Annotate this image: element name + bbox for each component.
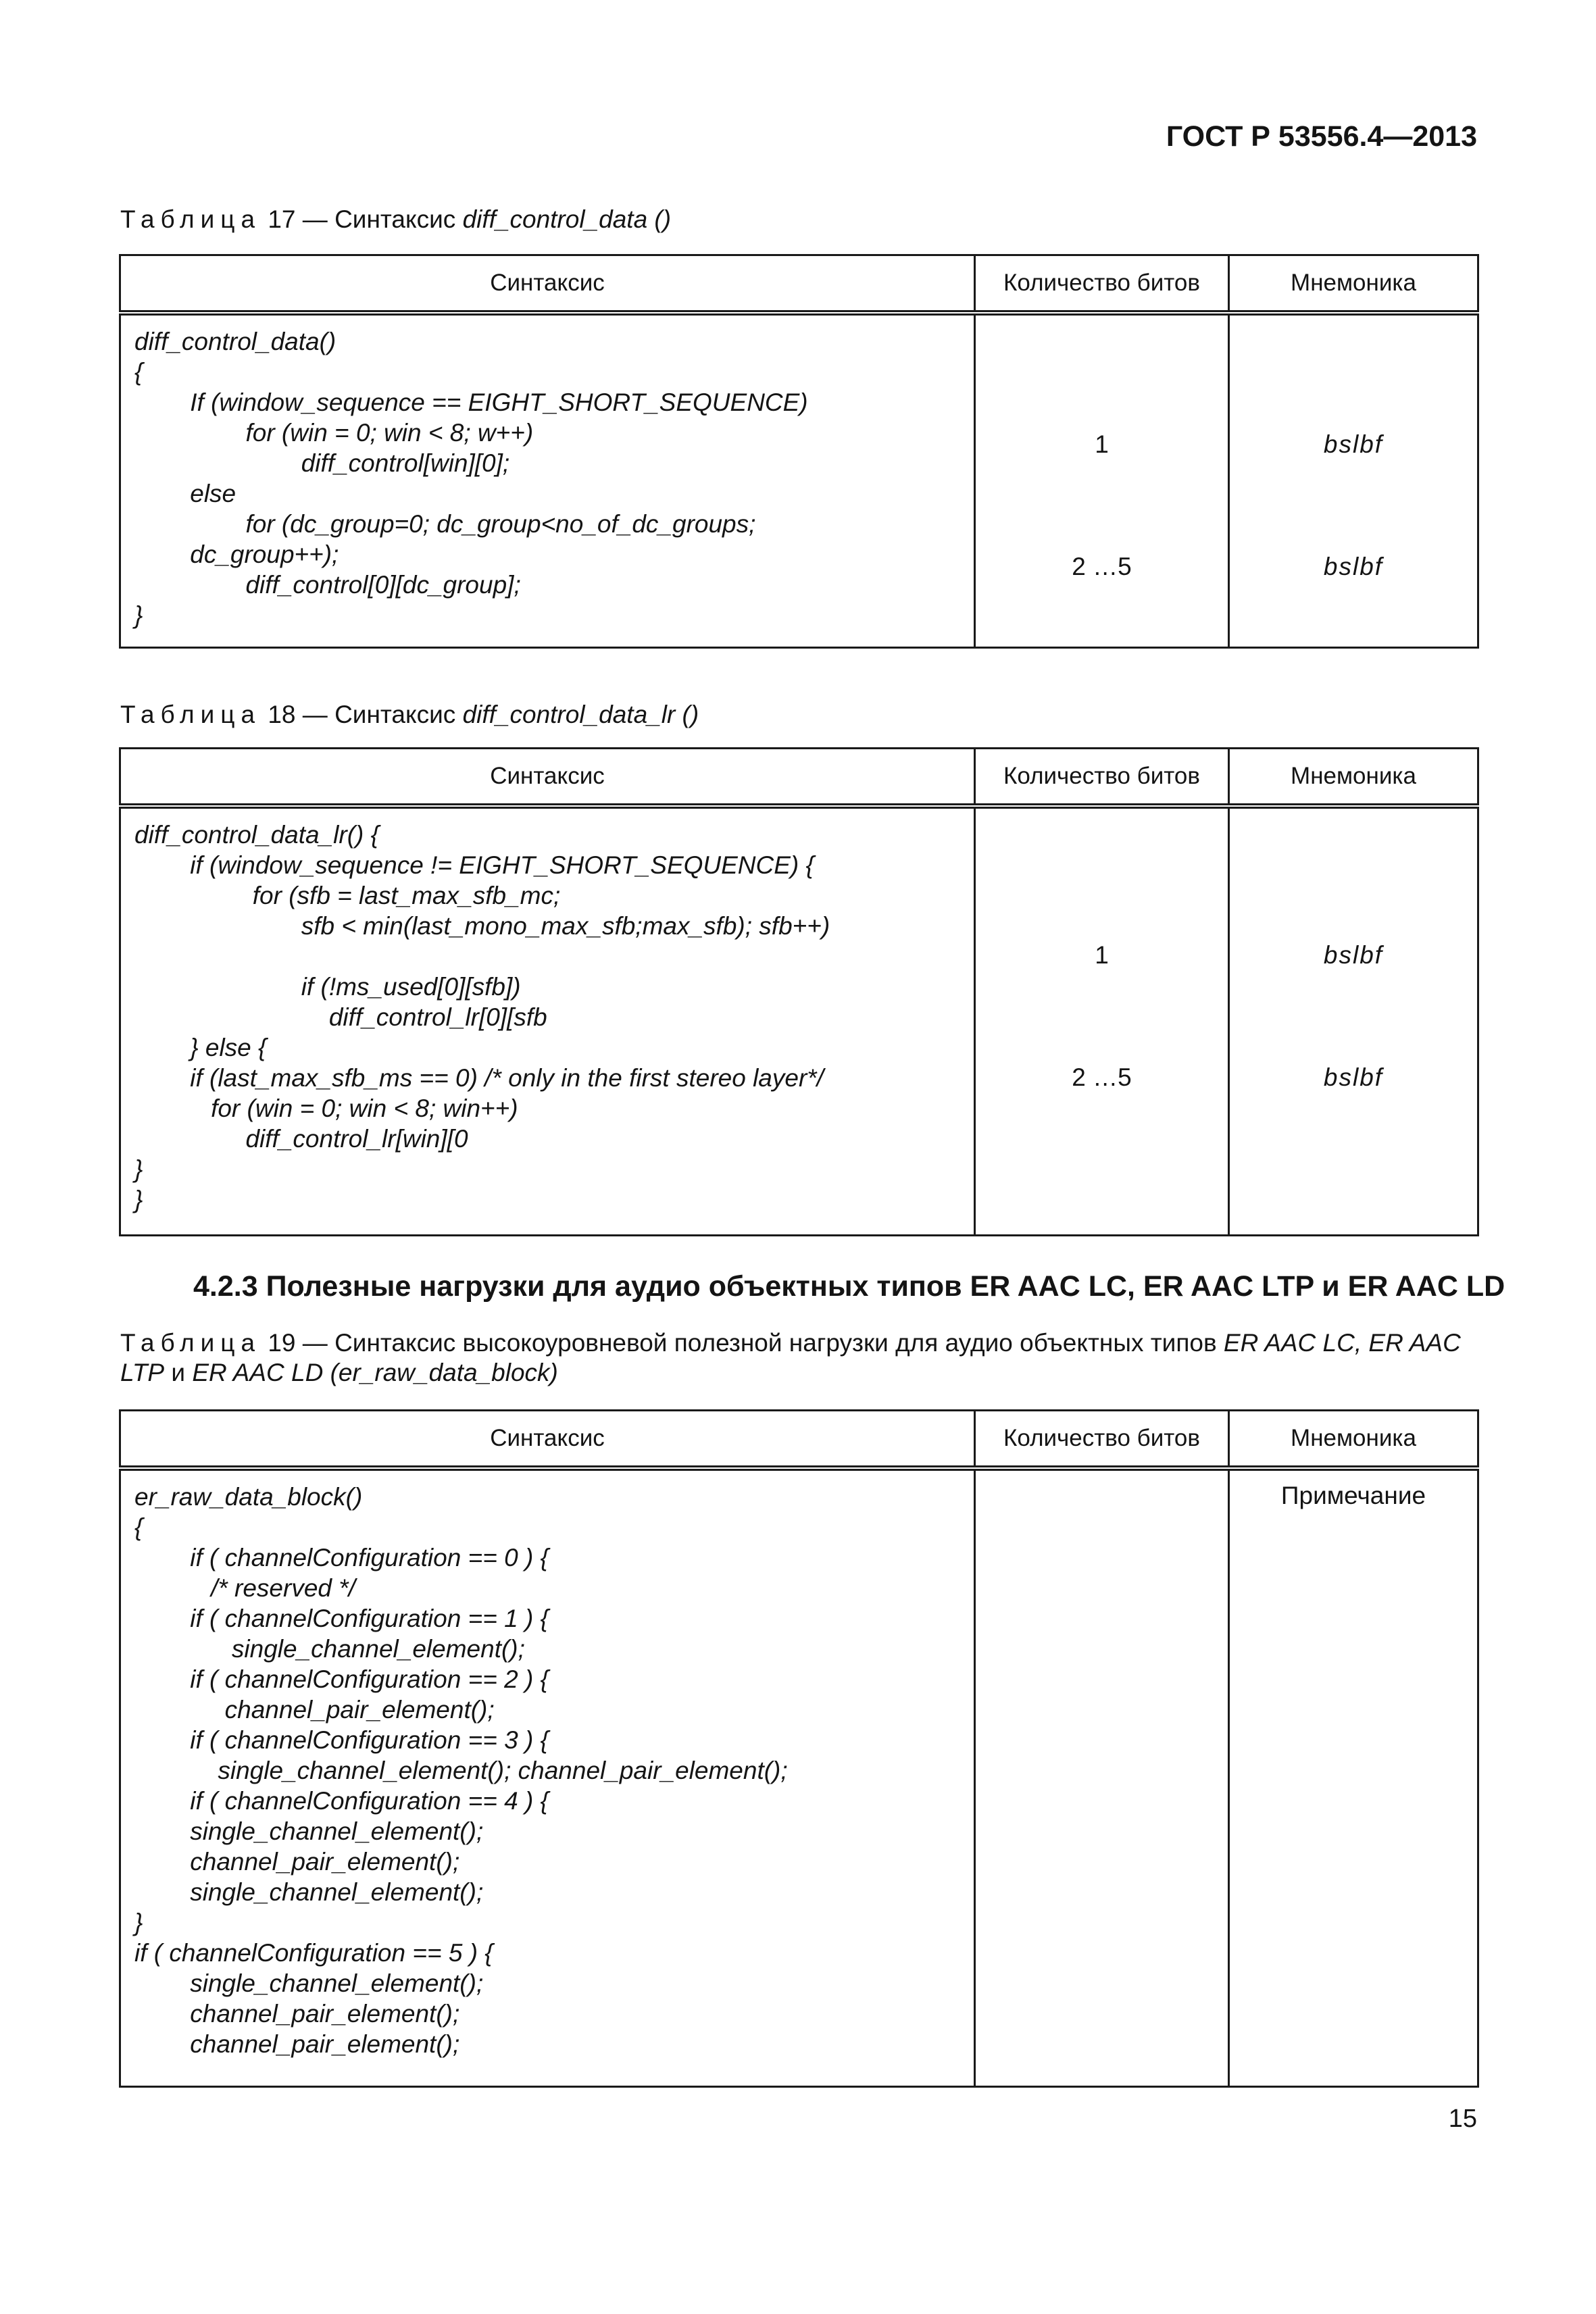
bits-value: 2 …5 — [1072, 553, 1132, 580]
caption-conjunction: и — [164, 1359, 193, 1386]
mnemonic-cell — [1229, 313, 1478, 647]
bits-cell — [975, 806, 1229, 1235]
note-label: Примечание — [1280, 1482, 1426, 1509]
syntax-code: diff_control_data() { If (window_sequence == EIGHT_SHORT_SEQUENCE) for (win = 0; win < 8; w++) diff_control[win][0]; else for (dc_group=0; dc_group<no_of_dc_groups; dc_group++); diff_control[0][dc_group]; } — [120, 313, 975, 647]
syntax-column-header: Синтаксис — [120, 255, 975, 313]
mnemonic-column-header: Мнемоника — [1229, 1411, 1478, 1469]
table-19 — [119, 1409, 1479, 2088]
caption-label: Таблица — [120, 701, 261, 728]
caption-function: diff_control_data_lr () — [462, 701, 699, 728]
syntax-code: diff_control_data_lr() { if (window_sequence != EIGHT_SHORT_SEQUENCE) { for (sfb = last_max_sfb_mc; sfb < min(last_mono_max_sfb;max_sfb); sfb++) if (!ms_used[0][sfb]) diff_control_lr[0][sfb } else { if (last_max_sfb_ms == 0) /* only in the first stereo layer*/ for (win = 0; win < 8; win++) diff_control_lr[win][0 } } — [120, 806, 975, 1235]
syntax-column-header: Синтаксис — [120, 749, 975, 807]
caption-function: ER AAC LC, ER AAC LTP — [120, 1329, 1461, 1386]
bits-column-header: Количество битов — [975, 1411, 1229, 1469]
table-row — [120, 1468, 1478, 2086]
bits-column-header: Количество битов — [975, 255, 1229, 313]
table-19-caption — [120, 1328, 1478, 1388]
table-row — [120, 806, 1478, 1235]
caption-label: Таблица — [120, 1329, 261, 1357]
mnemonic-value: bslbf — [1323, 941, 1384, 969]
mnemonic-column-header: Мнемоника — [1229, 749, 1478, 807]
caption-function: ER AAC LD (er_raw_data_block) — [192, 1359, 558, 1386]
syntax-code: er_raw_data_block() { if ( channelConfiguration == 0 ) { /* reserved */ if ( channelConfiguration == 1 ) { single_channel_element(); if ( channelConfiguration == 2 ) { channel_pair_element(); if ( channelConfiguration == 3 ) { single_channel_element(); channel_pair_element(); if ( channelConfiguration == 4 ) { single_channel_element(); channel_pair_element(); single_channel_element(); } if ( channelConfiguration == 5 ) { single_channel_element(); channel_pair_element(); channel_pair_element(); — [120, 1468, 975, 2086]
bits-value: 1 — [1095, 430, 1109, 458]
table-17 — [119, 254, 1479, 649]
caption-text: 19 — Синтаксис высокоуровневой полезной нагрузки для аудио объектных типов — [261, 1329, 1224, 1357]
mnemonic-value: bslbf — [1323, 430, 1384, 458]
mnemonic-value: bslbf — [1323, 553, 1384, 580]
table-header-row — [120, 1411, 1478, 1469]
bits-cell — [975, 313, 1229, 647]
bits-cell — [975, 1468, 1229, 2086]
standard-header: ГОСТ Р 53556.4—2013 — [1166, 120, 1477, 153]
table-row — [120, 313, 1478, 647]
bits-value: 1 — [1095, 941, 1109, 969]
caption-text: 17 — Синтаксис — [261, 205, 463, 233]
mnemonic-cell — [1229, 806, 1478, 1235]
section-heading: 4.2.3 Полезные нагрузки для аудио объектных типов ER AAC LC, ER AAC LTP и ER AAC LD — [193, 1270, 1505, 1303]
caption-label: Таблица — [120, 205, 261, 233]
mnemonic-value: bslbf — [1323, 1063, 1384, 1091]
table-17-caption — [120, 205, 671, 234]
table-18 — [119, 747, 1479, 1236]
bits-value: 2 …5 — [1072, 1063, 1132, 1091]
page-number: 15 — [1448, 2105, 1477, 2133]
caption-text: 18 — Синтаксис — [261, 701, 463, 728]
mnemonic-cell — [1229, 1468, 1478, 2086]
syntax-column-header: Синтаксис — [120, 1411, 975, 1469]
mnemonic-column-header: Мнемоника — [1229, 255, 1478, 313]
caption-function: diff_control_data () — [462, 205, 672, 233]
table-18-caption — [120, 700, 699, 730]
table-header-row — [120, 255, 1478, 313]
table-header-row — [120, 749, 1478, 807]
bits-column-header: Количество битов — [975, 749, 1229, 807]
